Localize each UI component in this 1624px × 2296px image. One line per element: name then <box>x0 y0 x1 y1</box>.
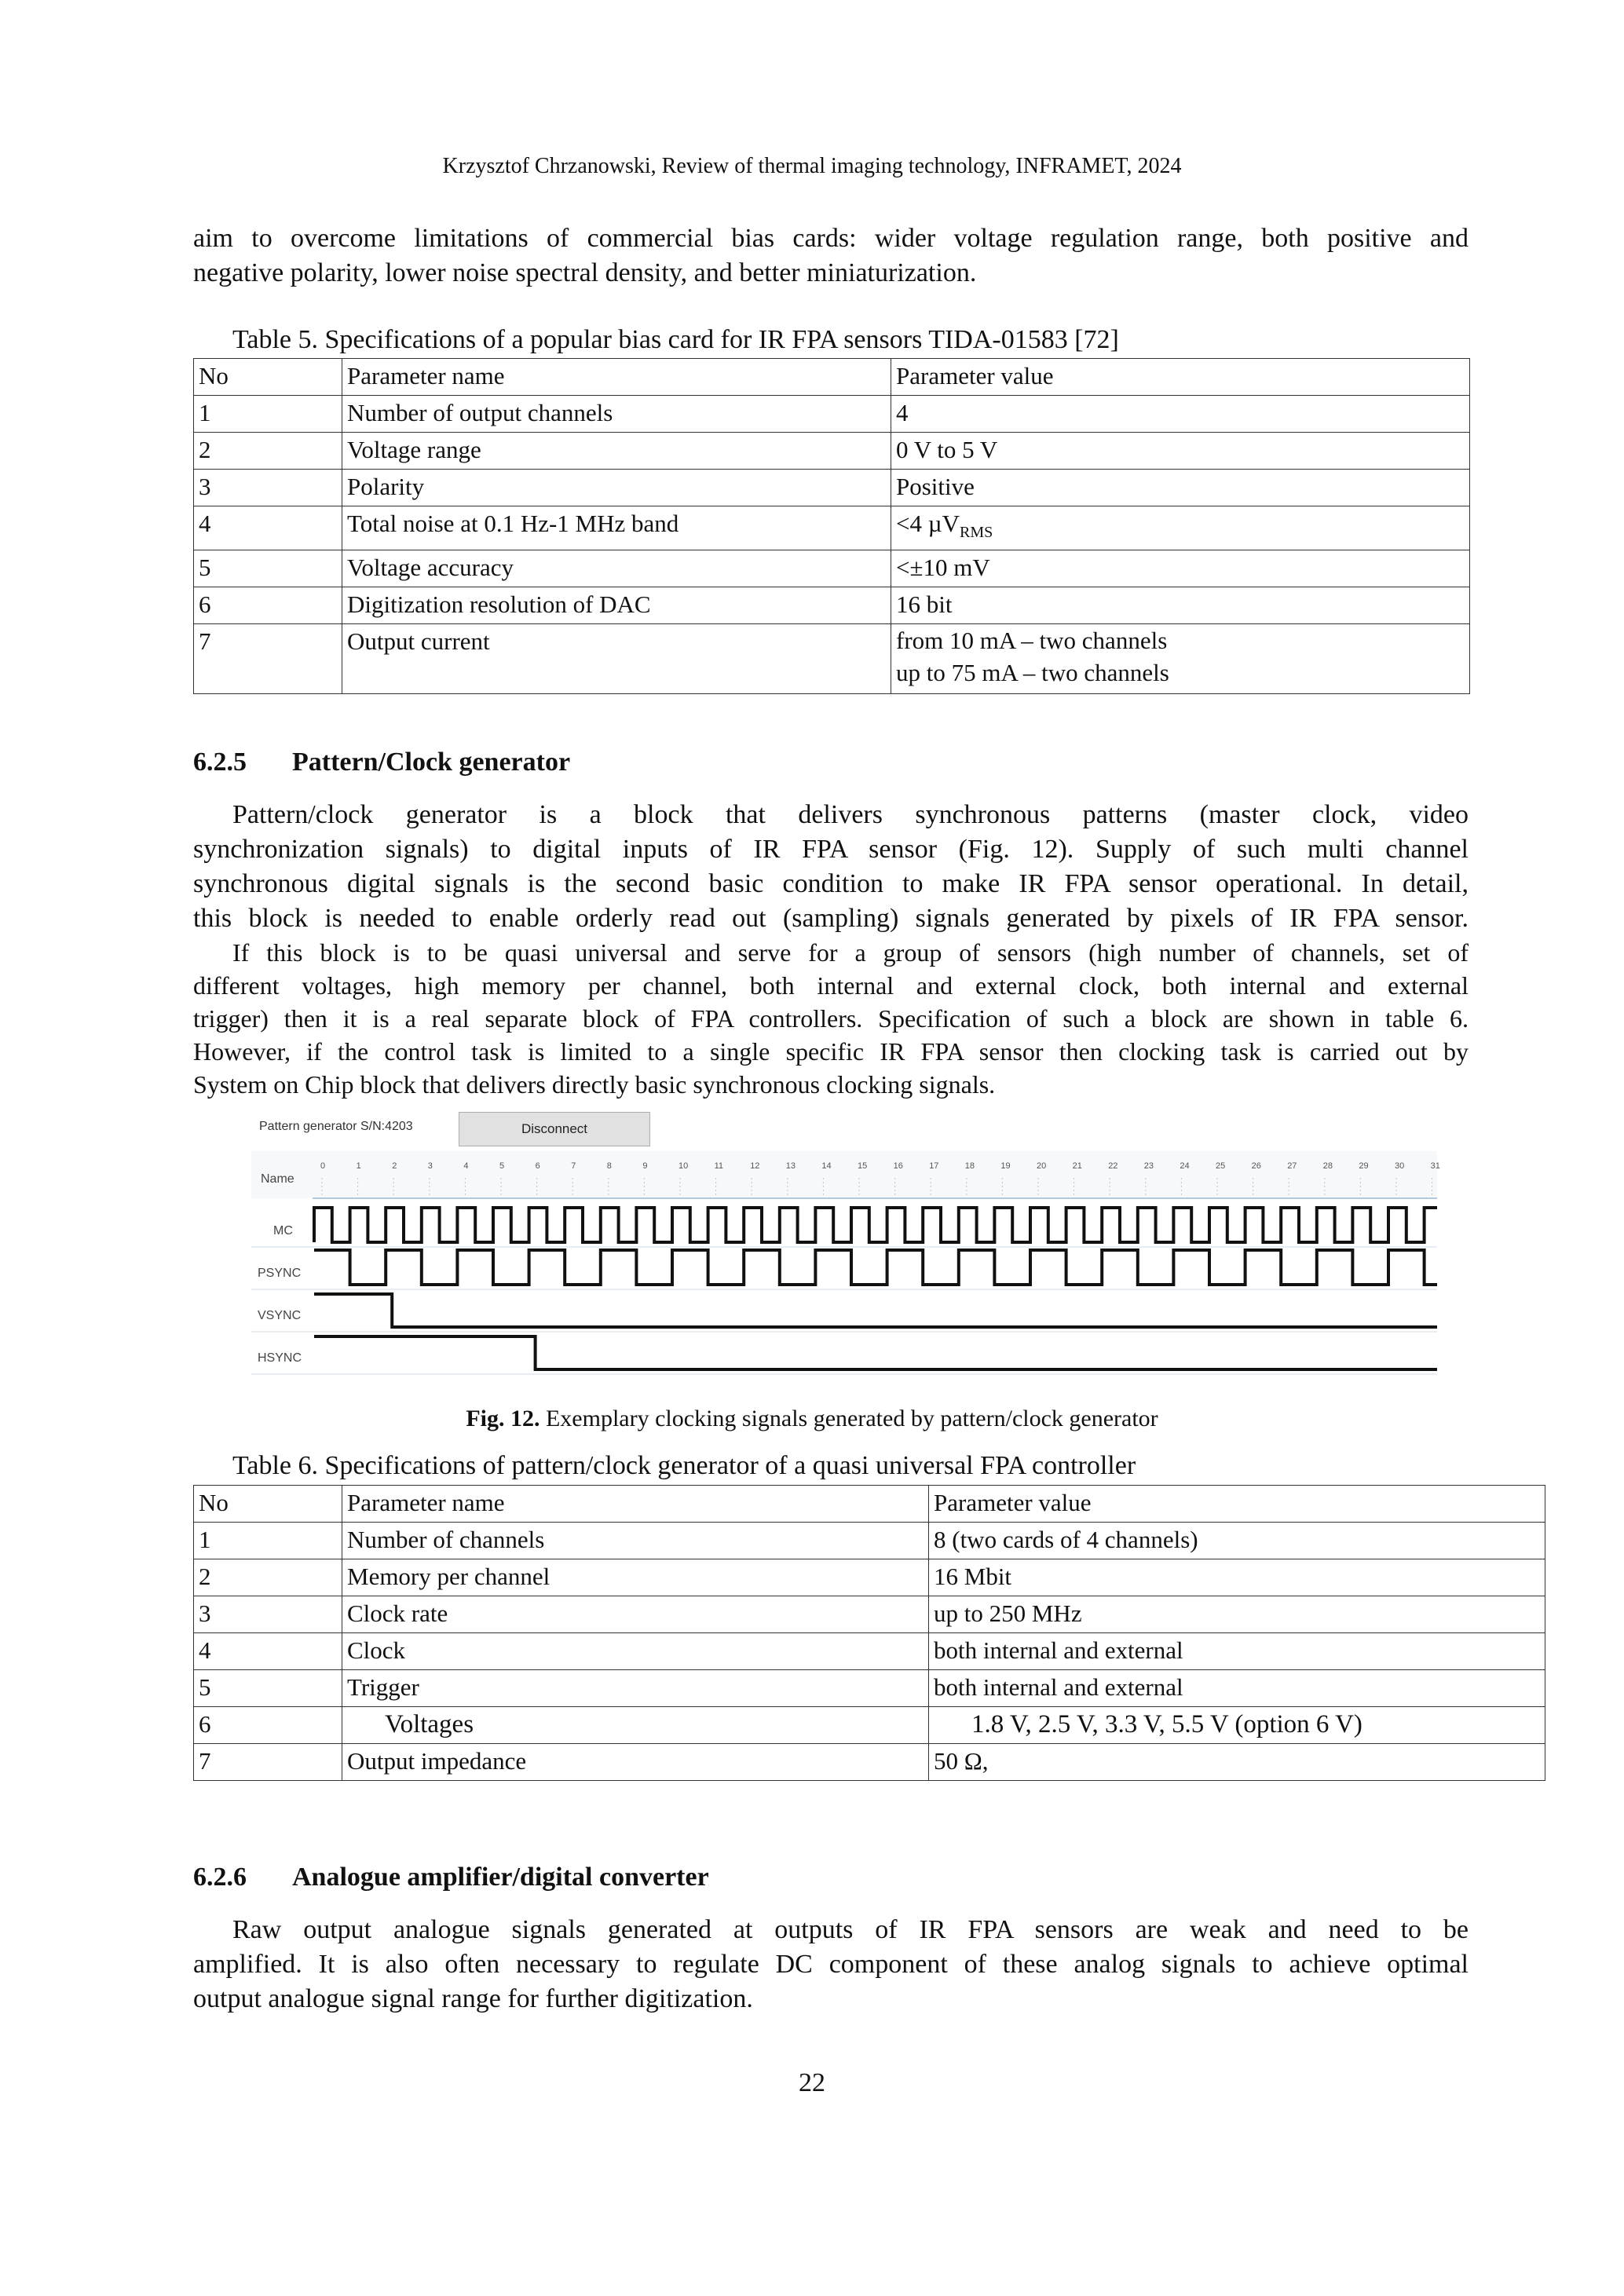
tick-label: 0 <box>320 1161 326 1171</box>
tick-label: 17 <box>929 1161 939 1171</box>
table-cell <box>891 624 1470 694</box>
table-cell: Output current <box>342 624 891 694</box>
paragraph-line: Pattern/clock generator is a block that delivers synchronous patterns (master clock, video <box>232 800 1469 829</box>
signal-label-hsync: HSYNC <box>258 1351 302 1365</box>
table-header-cell: Parameter name <box>342 359 891 396</box>
table-cell: Voltage accuracy <box>342 550 891 587</box>
tick-label: 30 <box>1395 1161 1405 1171</box>
table-cell: Voltage range <box>342 433 891 470</box>
table-row <box>194 1523 1545 1559</box>
table-cell: 2 <box>194 433 342 470</box>
table-cell: 7 <box>194 1744 342 1781</box>
tick-label: 6 <box>535 1161 540 1171</box>
table-header-cell: No <box>194 359 342 396</box>
tick-label: 10 <box>678 1161 689 1171</box>
tick-label: 26 <box>1251 1161 1261 1171</box>
tick-label: 28 <box>1322 1161 1333 1171</box>
table-row <box>194 1744 1545 1781</box>
section-number: 6.2.5 <box>193 748 247 777</box>
table-cell: 7 <box>194 624 342 694</box>
tick-label: 18 <box>964 1161 975 1171</box>
generator-label: Pattern generator S/N:4203 <box>259 1120 413 1133</box>
intro-line: aim to overcome limitations of commercial bias cards: wider voltage regulation range, both positive and <box>193 224 1469 253</box>
table-header-cell: Parameter name <box>342 1486 929 1523</box>
paragraph-line: this block is needed to enable orderly read out (sampling) signals generated by pixels of IR FPA sensor. <box>193 904 1469 933</box>
tick-label: 23 <box>1143 1161 1154 1171</box>
table-cell: 0 V to 5 V <box>891 433 1470 470</box>
table-cell: 4 <box>891 396 1470 433</box>
table-cell: Clock <box>342 1633 929 1670</box>
page-number: 22 <box>799 2068 825 2097</box>
current-line-1: from 10 mA – two channels <box>896 627 1168 655</box>
table-cell: Digitization resolution of DAC <box>342 587 891 624</box>
section-heading-625 <box>193 748 570 777</box>
table-row <box>194 396 1470 433</box>
table-cell: 1 <box>194 396 342 433</box>
table-cell: both internal and external <box>929 1633 1545 1670</box>
paragraph-line: synchronous digital signals is the second basic condition to make IR FPA sensor operational. In detail, <box>193 869 1469 898</box>
section-number: 6.2.6 <box>193 1863 247 1892</box>
table-cell: Polarity <box>342 470 891 506</box>
table-cell: both internal and external <box>929 1670 1545 1707</box>
table-row <box>194 433 1470 470</box>
table-row <box>194 506 1470 550</box>
table-cell: 5 <box>194 550 342 587</box>
table-row <box>194 1633 1545 1670</box>
table-header-cell: No <box>194 1486 342 1523</box>
table-cell: <±10 mV <box>891 550 1470 587</box>
intro-paragraph <box>193 221 1469 291</box>
section626-paragraph <box>193 1913 1469 2016</box>
table-cell: 2 <box>194 1559 342 1596</box>
tick-label: 19 <box>1000 1161 1011 1171</box>
figure-number: Fig. 12. <box>466 1406 540 1431</box>
table-row <box>194 624 1470 694</box>
table-row <box>194 1670 1545 1707</box>
table-cell: 4 <box>194 1633 342 1670</box>
tick-label: 24 <box>1180 1161 1190 1171</box>
table-cell: 4 <box>194 506 342 550</box>
paragraph-line: If this block is to be quasi universal and serve for a group of sensors (high number of channels, set of <box>232 938 1469 967</box>
table-row <box>194 550 1470 587</box>
running-header: Krzysztof Chrzanowski, Review of thermal imaging technology, INFRAMET, 2024 <box>442 154 1182 178</box>
psync-waveform <box>314 1250 1437 1285</box>
tick-label: 27 <box>1287 1161 1297 1171</box>
section-title: Pattern/Clock generator <box>292 748 571 777</box>
tick-label: 31 <box>1430 1161 1440 1171</box>
table-row <box>194 470 1470 506</box>
section625-paragraph-1 <box>193 798 1469 936</box>
table-header-cell: Parameter value <box>929 1486 1545 1523</box>
vsync-waveform <box>314 1294 1437 1327</box>
table-cell: 16 Mbit <box>929 1559 1545 1596</box>
disconnect-button[interactable]: Disconnect <box>459 1112 650 1146</box>
name-header: Name <box>261 1172 294 1186</box>
table-cell: 16 bit <box>891 587 1470 624</box>
table-cell: 5 <box>194 1670 342 1707</box>
tick-label: 13 <box>785 1161 796 1171</box>
hsync-waveform <box>314 1336 1437 1369</box>
paragraph-line: System on Chip block that delivers directly basic synchronous clocking signals. <box>193 1070 996 1099</box>
table-cell: up to 250 MHz <box>929 1596 1545 1633</box>
table-header-cell: Parameter value <box>891 359 1470 396</box>
signal-label-psync: PSYNC <box>258 1267 302 1280</box>
table-row <box>194 1559 1545 1596</box>
table-cell: Trigger <box>342 1670 929 1707</box>
paragraph-line: Raw output analogue signals generated at outputs of IR FPA sensors are weak and need to be <box>232 1915 1469 1944</box>
table-row <box>194 1707 1545 1744</box>
tick-label: 9 <box>642 1161 648 1171</box>
table-cell: 50 Ω, <box>929 1744 1545 1781</box>
table-cell: Number of channels <box>342 1523 929 1559</box>
figure-caption <box>0 1406 1624 1432</box>
section-title: Analogue amplifier/digital converter <box>292 1863 709 1892</box>
paragraph-line: amplified. It is also often necessary to regulate DC component of these analog signals to achieve optimal <box>193 1950 1469 1979</box>
tick-label: 1 <box>356 1161 361 1171</box>
tick-label: 29 <box>1359 1161 1369 1171</box>
intro-line: negative polarity, lower noise spectral density, and better miniaturization. <box>193 258 977 287</box>
table-cell: 3 <box>194 470 342 506</box>
tick-label: 25 <box>1216 1161 1226 1171</box>
table-cell: 1 <box>194 1523 342 1559</box>
tick-label: 12 <box>750 1161 760 1171</box>
paragraph-line: synchronization signals) to digital inputs of IR FPA sensor (Fig. 12). Supply of such multi channel <box>193 835 1469 864</box>
table-cell: Memory per channel <box>342 1559 929 1596</box>
table-row <box>194 587 1470 624</box>
table-header-row <box>194 1486 1545 1523</box>
table-cell: 6 <box>194 587 342 624</box>
section-heading-626 <box>193 1863 709 1892</box>
table-cell: 8 (two cards of 4 channels) <box>929 1523 1545 1559</box>
section625-paragraph-2 <box>193 936 1469 1101</box>
mc-waveform <box>314 1208 1437 1242</box>
table-cell: 1.8 V, 2.5 V, 3.3 V, 5.5 V (option 6 V) <box>929 1707 1545 1744</box>
table-cell: Output impedance <box>342 1744 929 1781</box>
noise-value: <4 µV <box>896 510 960 537</box>
table-cell: Voltages <box>342 1707 929 1744</box>
figure-caption-text: Exemplary clocking signals generated by pattern/clock generator <box>540 1406 1158 1431</box>
tick-label: 4 <box>463 1161 469 1171</box>
tick-label: 22 <box>1108 1161 1118 1171</box>
tick-label: 3 <box>427 1161 433 1171</box>
tick-label: 2 <box>392 1161 397 1171</box>
table-cell: Total noise at 0.1 Hz-1 MHz band <box>342 506 891 550</box>
tick-label: 21 <box>1072 1161 1082 1171</box>
timing-diagram <box>251 1151 1453 1379</box>
tick-label: 20 <box>1037 1161 1047 1171</box>
tick-label: 8 <box>606 1161 612 1171</box>
paragraph-line: trigger) then it is a real separate block of FPA controllers. Specification of such a block are shown in table 6. <box>193 1004 1469 1033</box>
paragraph-line: output analogue signal range for further digitization. <box>193 1984 753 2013</box>
table-cell: 3 <box>194 1596 342 1633</box>
paragraph-line: different voltages, high memory per channel, both internal and external clock, both internal and external <box>193 971 1469 1000</box>
table-cell: Number of output channels <box>342 396 891 433</box>
table-row <box>194 1596 1545 1633</box>
tick-label: 16 <box>893 1161 903 1171</box>
tick-label: 15 <box>858 1161 868 1171</box>
tick-label: 5 <box>499 1161 505 1171</box>
table-header-row <box>194 359 1470 396</box>
table6-caption: Table 6. Specifications of pattern/clock generator of a quasi universal FPA controller <box>232 1451 1136 1480</box>
signal-label-mc: MC <box>273 1224 293 1238</box>
paragraph-line: However, if the control task is limited to a single specific IR FPA sensor then clocking task is carried out by <box>193 1037 1469 1066</box>
table6 <box>193 1485 1545 1781</box>
current-line-2: up to 75 mA – two channels <box>896 659 1169 687</box>
table-cell <box>891 506 1470 550</box>
table-cell: 6 <box>194 1707 342 1744</box>
tick-label: 7 <box>571 1161 576 1171</box>
tick-label: 11 <box>714 1161 724 1171</box>
table-cell: Clock rate <box>342 1596 929 1633</box>
table5 <box>193 358 1470 694</box>
table-cell: Positive <box>891 470 1470 506</box>
signal-label-vsync: VSYNC <box>258 1309 302 1322</box>
tick-label: 14 <box>821 1161 832 1171</box>
table5-caption: Table 5. Specifications of a popular bias card for IR FPA sensors TIDA-01583 [72] <box>232 325 1119 354</box>
rms-subscript: RMS <box>959 524 993 542</box>
